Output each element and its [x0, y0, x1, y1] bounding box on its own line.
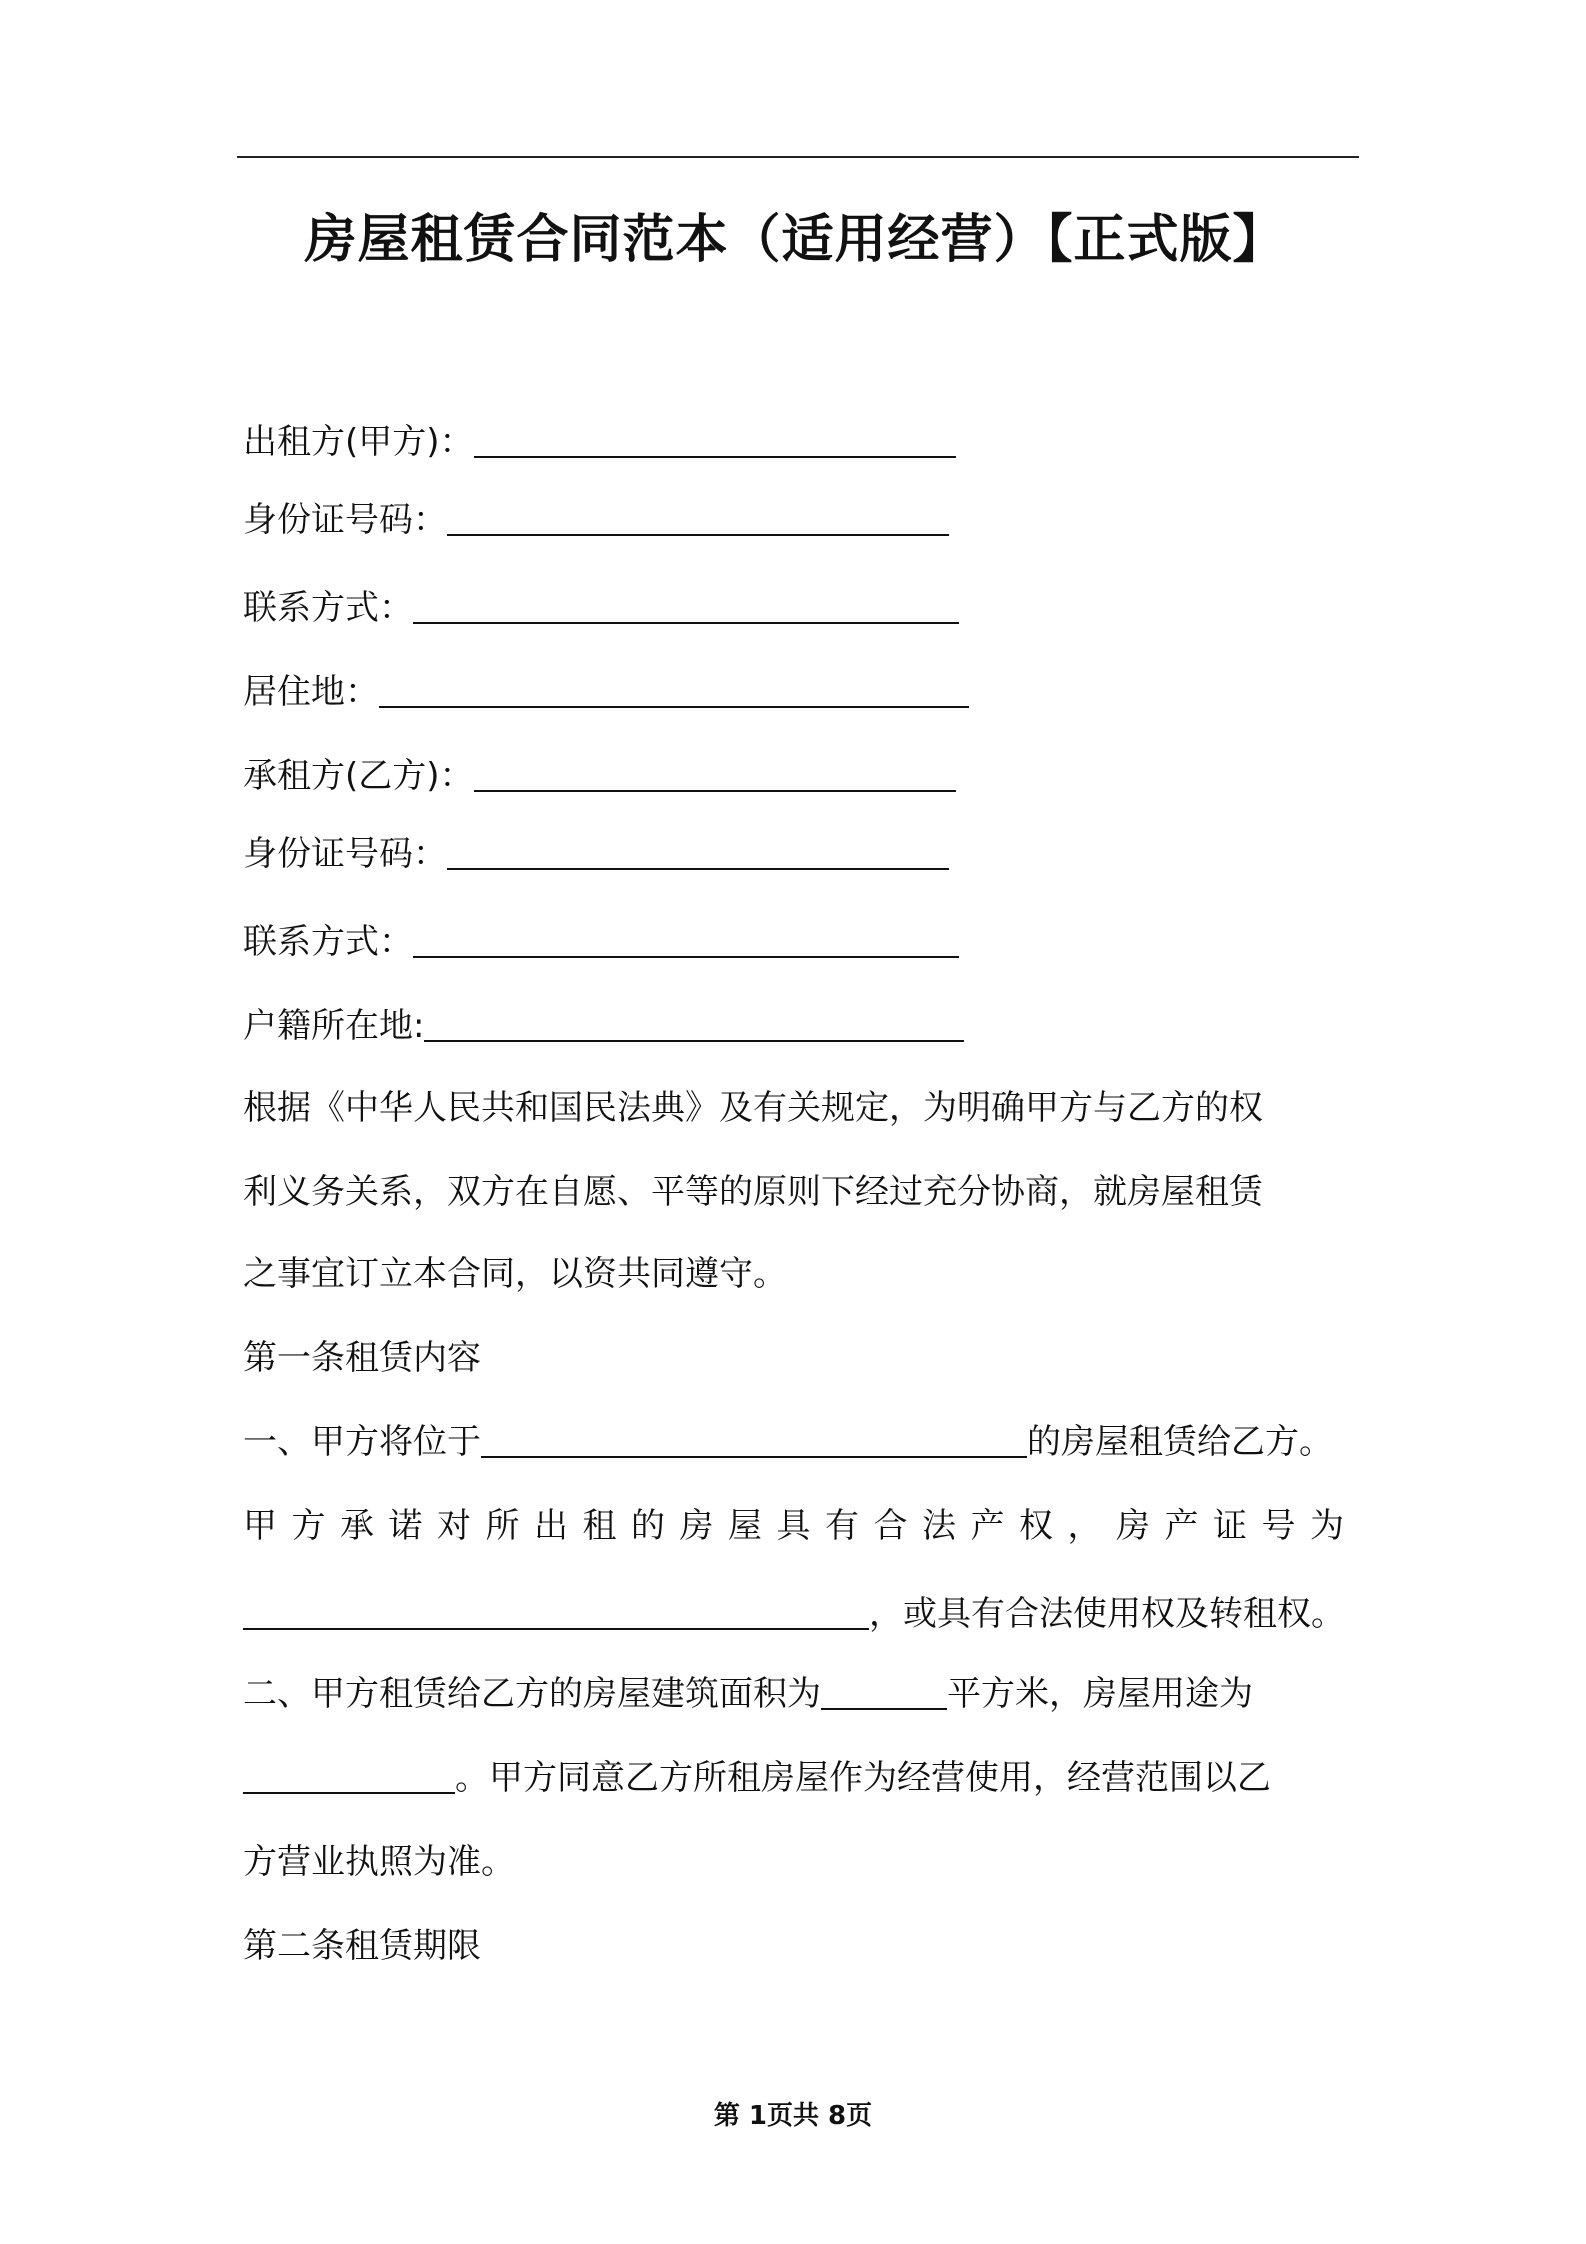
lessee-hukou-line	[243, 1002, 964, 1050]
lessee-contact-label: 联系方式：	[243, 922, 413, 962]
usage-blank	[243, 1758, 455, 1794]
item-2-line-2-suffix: 。甲方同意乙方所租房屋作为经营使用，经营范围以乙	[455, 1758, 1271, 1798]
lessee-id-blank	[447, 834, 949, 870]
article-2-heading: 第二条租赁期限	[243, 1926, 481, 1966]
lessor-id-line	[243, 496, 949, 544]
item-1-suffix: 的房屋租赁给乙方。	[1027, 1422, 1333, 1462]
preamble-line-2: 利义务关系，双方在自愿、平等的原则下经过充分协商，就房屋租赁	[243, 1172, 1263, 1212]
lessee-id-line	[243, 830, 949, 878]
lessor-id-label: 身份证号码：	[243, 500, 447, 540]
lessor-id-blank	[447, 500, 949, 536]
lessor-residence-label: 居住地：	[243, 672, 379, 712]
article-1-item-1-line-3	[243, 1590, 1345, 1638]
item-2-middle: 平方米，房屋用途为	[947, 1674, 1253, 1714]
article-1-item-1-line-2: 甲方承诺对所出租的房屋具有合法产权，房产证号为	[243, 1506, 1359, 1546]
article-1-heading: 第一条租赁内容	[243, 1338, 481, 1378]
header-rule	[237, 156, 1359, 158]
article-1-item-2-line-2	[243, 1754, 1271, 1802]
item-1-line-3-suffix: ，或具有合法使用权及转租权。	[869, 1594, 1345, 1634]
item-2-prefix: 二、甲方租赁给乙方的房屋建筑面积为	[243, 1674, 821, 1714]
item-1-prefix: 一、甲方将位于	[243, 1422, 481, 1462]
lessor-blank	[474, 422, 956, 458]
property-certificate-blank	[243, 1594, 869, 1630]
lessee-hukou-blank	[424, 1006, 964, 1042]
article-1-item-1-line-1	[243, 1418, 1333, 1466]
lessor-contact-line	[243, 584, 959, 632]
lessor-contact-label: 联系方式：	[243, 588, 413, 628]
property-location-blank	[481, 1422, 1027, 1458]
lessor-residence-line	[243, 668, 969, 716]
document-title: 房屋租赁合同范本（适用经营）【正式版】	[304, 210, 1286, 270]
lessee-contact-line	[243, 918, 959, 966]
lessor-contact-blank	[413, 588, 959, 624]
lessee-blank	[474, 756, 956, 792]
lessor-line	[243, 418, 956, 466]
article-1-item-2-line-3: 方营业执照为准。	[243, 1842, 515, 1882]
lessor-residence-blank	[379, 672, 969, 708]
lessee-id-label: 身份证号码：	[243, 834, 447, 874]
preamble-line-1: 根据《中华人民共和国民法典》及有关规定，为明确甲方与乙方的权	[243, 1088, 1263, 1128]
preamble-line-3: 之事宜订立本合同，以资共同遵守。	[243, 1254, 787, 1294]
lessee-contact-blank	[413, 922, 959, 958]
lessor-label: 出租方(甲方)：	[243, 422, 474, 462]
lessee-label: 承租方(乙方)：	[243, 756, 474, 796]
lessee-line	[243, 752, 956, 800]
lessee-hukou-label: 户籍所在地:	[243, 1006, 425, 1046]
area-blank	[821, 1674, 947, 1710]
page-indicator: 第 1页共 8页	[713, 2101, 873, 2131]
article-1-item-2-line-1	[243, 1670, 1253, 1718]
